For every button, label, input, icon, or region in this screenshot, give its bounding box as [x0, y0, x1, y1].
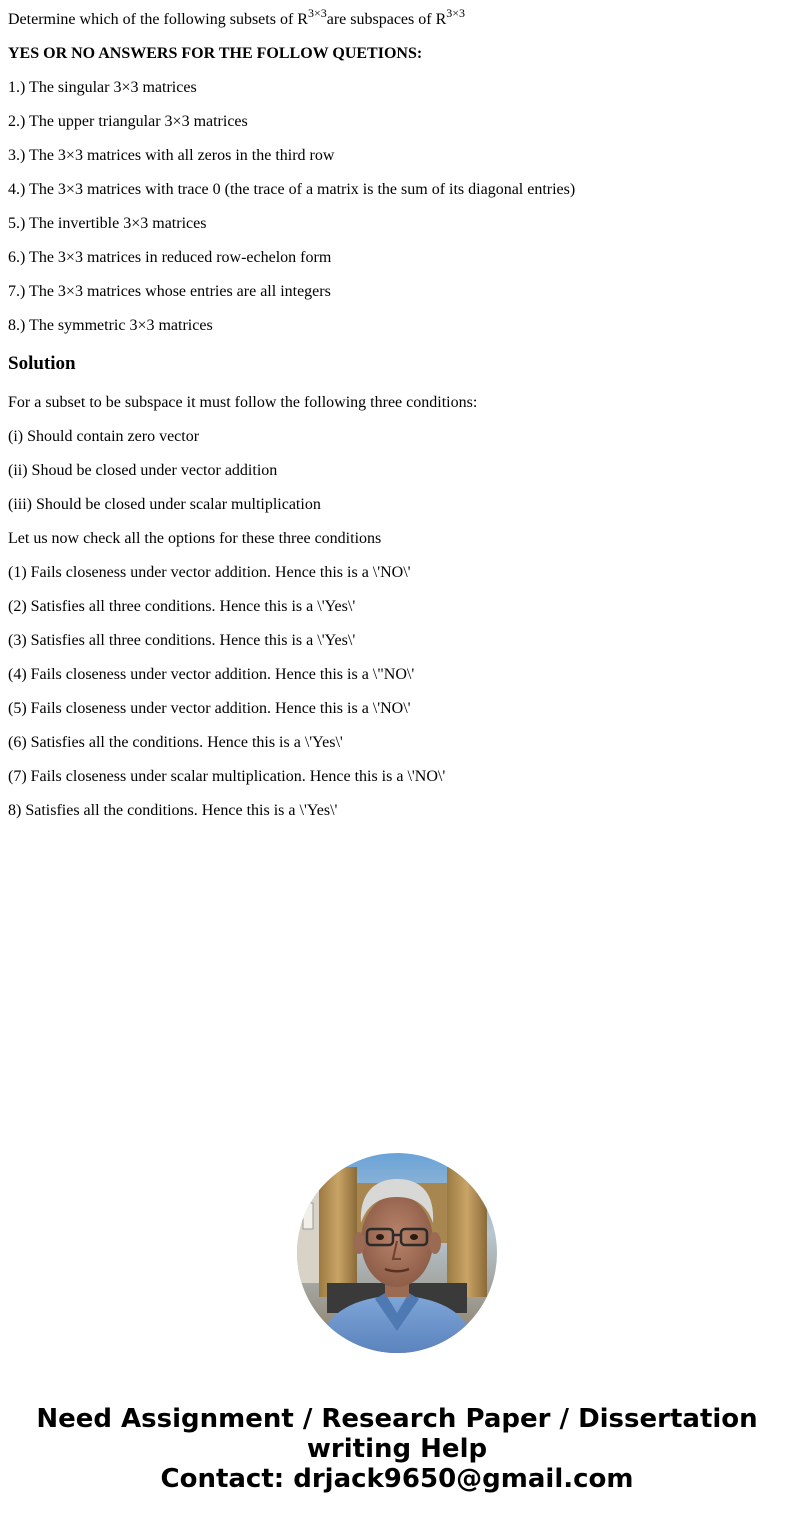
question-item: 5.) The invertible 3×3 matrices: [8, 215, 207, 232]
superscript-2: 3×3: [446, 6, 466, 20]
question-item: 1.) The singular 3×3 matrices: [8, 79, 197, 96]
question-item: 3.) The 3×3 matrices with all zeros in the third row: [8, 147, 335, 164]
condition-item: (i) Should contain zero vector: [8, 428, 200, 445]
condition-item: (iii) Should be closed under scalar multiplication: [8, 496, 321, 513]
promo-footer: [0, 1404, 794, 1494]
superscript-1: 3×3: [307, 6, 327, 20]
author-portrait-image: [297, 1153, 497, 1353]
solution-heading: Solution: [8, 353, 76, 374]
author-avatar: [297, 1153, 497, 1353]
solution-transition: Let us now check all the options for these three conditions: [8, 530, 382, 547]
answer-item: (7) Fails closeness under scalar multiplication. Hence this is a \'NO\': [8, 768, 446, 785]
answer-item: 8) Satisfies all the conditions. Hence this is a \'Yes\': [8, 802, 338, 819]
question-item: 7.) The 3×3 matrices whose entries are all integers: [8, 283, 331, 300]
condition-item: (ii) Shoud be closed under vector addition: [8, 462, 278, 479]
question-item: 6.) The 3×3 matrices in reduced row-echelon form: [8, 249, 332, 266]
question-item: 8.) The symmetric 3×3 matrices: [8, 317, 213, 334]
answer-item: (5) Fails closeness under vector addition. Hence this is a \'NO\': [8, 700, 411, 717]
question-item: 4.) The 3×3 matrices with trace 0 (the trace of a matrix is the sum of its diagonal entries): [8, 181, 576, 198]
answer-item: (1) Fails closeness under vector addition. Hence this is a \'NO\': [8, 564, 411, 581]
question-intro: [8, 6, 466, 30]
intro-middle: are subspaces of R: [326, 11, 447, 28]
footer-line-1: Need Assignment / Research Paper / Dissertation: [36, 1404, 758, 1434]
footer-contact: Contact: drjack9650@gmail.com: [160, 1464, 634, 1494]
question-item: 2.) The upper triangular 3×3 matrices: [8, 113, 248, 130]
solution-intro: For a subset to be subspace it must follow the following three conditions:: [8, 394, 478, 411]
answer-item: (4) Fails closeness under vector addition. Hence this is a \"NO\': [8, 666, 415, 683]
intro-prefix: Determine which of the following subsets of R: [8, 11, 308, 28]
answer-item: (2) Satisfies all three conditions. Hence this is a \'Yes\': [8, 598, 356, 615]
answer-item: (3) Satisfies all three conditions. Hence this is a \'Yes\': [8, 632, 356, 649]
footer-line-2: writing Help: [306, 1434, 488, 1464]
question-instruction: YES OR NO ANSWERS FOR THE FOLLOW QUETIONS:: [8, 45, 423, 62]
answer-item: (6) Satisfies all the conditions. Hence this is a \'Yes\': [8, 734, 343, 751]
